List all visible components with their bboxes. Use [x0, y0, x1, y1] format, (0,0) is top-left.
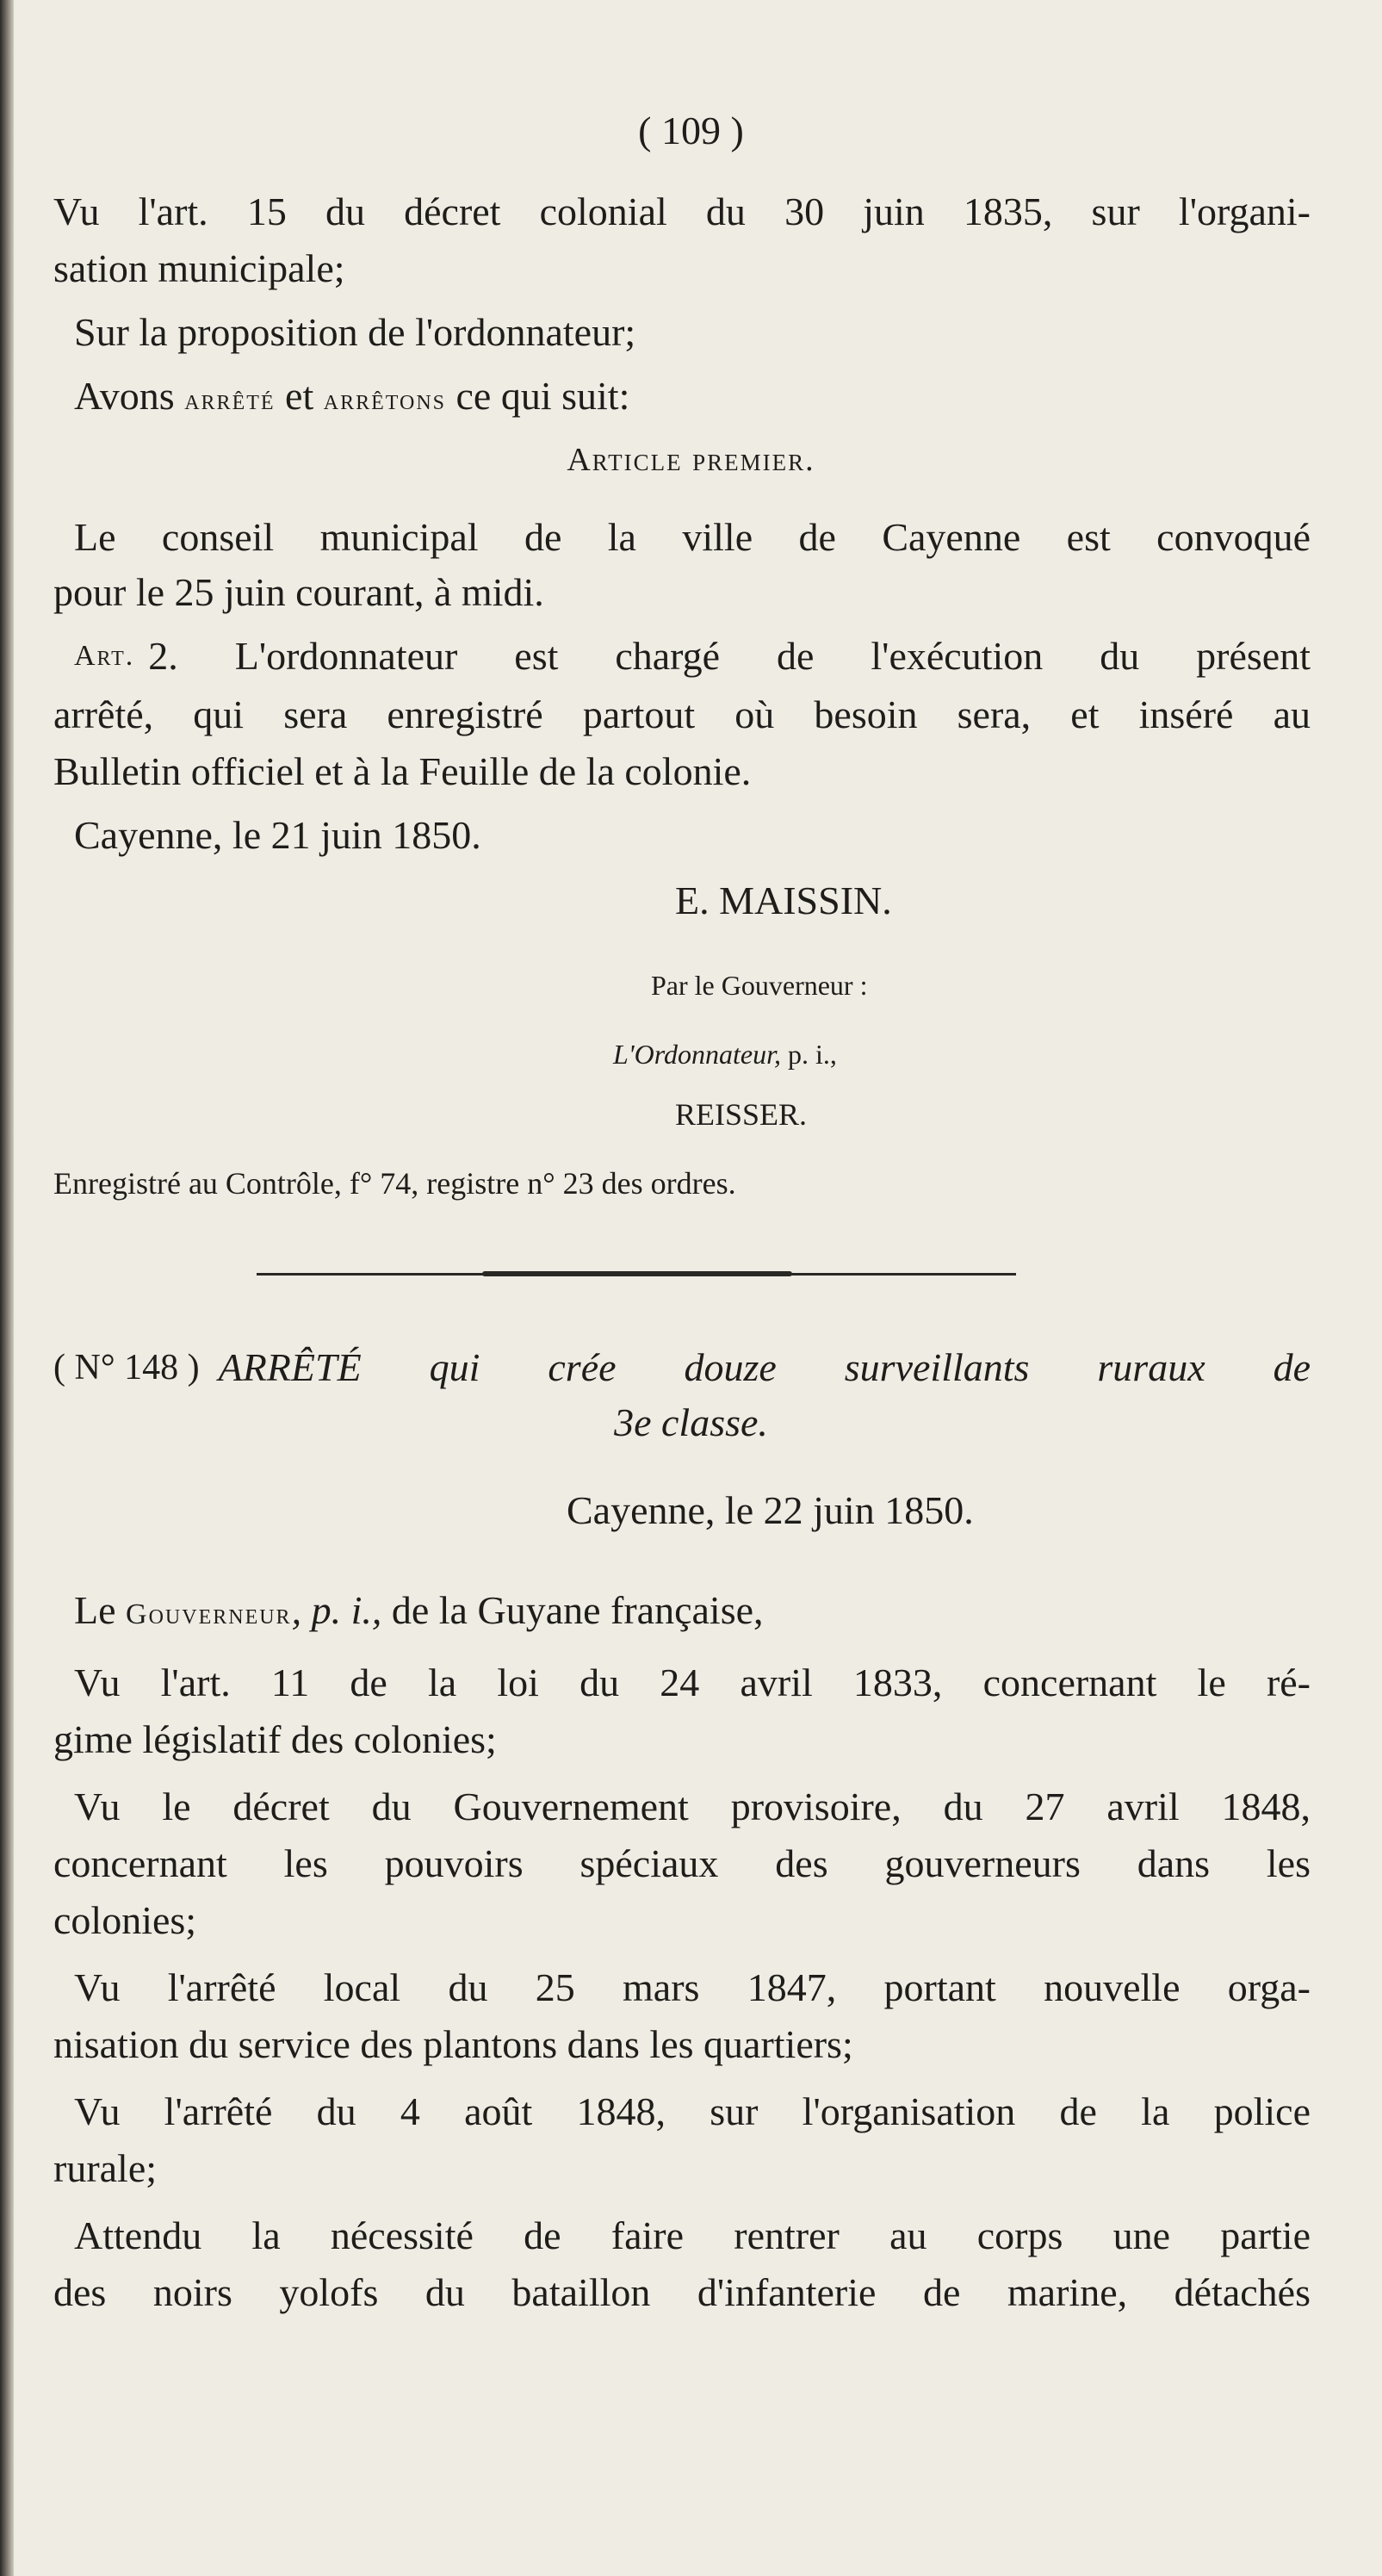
signature-name: REISSER.: [675, 1097, 808, 1132]
page-number: ( 109 ): [638, 109, 744, 152]
article-heading: Article premier.: [567, 442, 815, 478]
decree-heading-cont: 3e classe.: [614, 1400, 768, 1444]
text-line: concernant les pouvoirs spéciaux des gouverneurs dans les: [53, 1841, 1311, 1885]
section-divider-ornament: [482, 1271, 792, 1276]
text-line: rurale;: [53, 2146, 158, 2190]
text-line: Cayenne, le 21 juin 1850.: [74, 813, 481, 857]
text-line: gime législatif des colonies;: [53, 1717, 497, 1761]
signature-role: Par le Gouverneur :: [651, 970, 868, 1001]
registration-note: Enregistré au Contrôle, f° 74, registre n° 23 des ordres.: [53, 1166, 736, 1201]
decree-heading: ( N° 148 ) ARRÊTÉ qui crée douze surveillants ruraux de: [53, 1345, 1311, 1389]
book-spine-shadow: [0, 0, 14, 2576]
text-line: des noirs yolofs du bataillon d'infanterie de marine, détachés: [53, 2270, 1311, 2314]
text-line: pour le 25 juin courant, à midi.: [53, 570, 544, 614]
text-line: Vu l'arrêté local du 25 mars 1847, portant nouvelle orga-: [74, 1965, 1311, 2009]
text-line: Le conseil municipal de la ville de Cayenne est convoqué: [74, 515, 1311, 559]
signature-role: L'Ordonnateur, p. i.,: [613, 1039, 837, 1070]
text-line: colonies;: [53, 1898, 197, 1942]
text-line: Avons arrêté et arrêtons ce qui suit:: [74, 374, 630, 418]
text-line: Attendu la nécessité de faire rentrer au corps une partie: [74, 2213, 1311, 2257]
text-line: Art. 2. L'ordonnateur est chargé de l'exécution du présent: [74, 634, 1311, 678]
text-line: nisation du service des plantons dans les quartiers;: [53, 2022, 853, 2066]
text-line: arrêté, qui sera enregistré partout où besoin sera, et inséré au: [53, 692, 1311, 736]
text-line: Vu l'art. 11 de la loi du 24 avril 1833, concernant le ré-: [74, 1660, 1311, 1704]
text-line: sation municipale;: [53, 246, 345, 290]
text-line: Vu l'arrêté du 4 août 1848, sur l'organisation de la police: [74, 2089, 1311, 2133]
text-line: Sur la proposition de l'ordonnateur;: [74, 310, 636, 354]
text-line: Le Gouverneur, p. i., de la Guyane française,: [74, 1588, 764, 1632]
text-line: Vu l'art. 15 du décret colonial du 30 juin 1835, sur l'organi-: [53, 189, 1311, 233]
signature-name: E. MAISSIN.: [675, 878, 892, 922]
decree-date: Cayenne, le 22 juin 1850.: [567, 1488, 974, 1532]
text-line: Vu le décret du Gouvernement provisoire, du 27 avril 1848,: [74, 1785, 1311, 1828]
text-line: Bulletin officiel et à la Feuille de la colonie.: [53, 749, 752, 793]
